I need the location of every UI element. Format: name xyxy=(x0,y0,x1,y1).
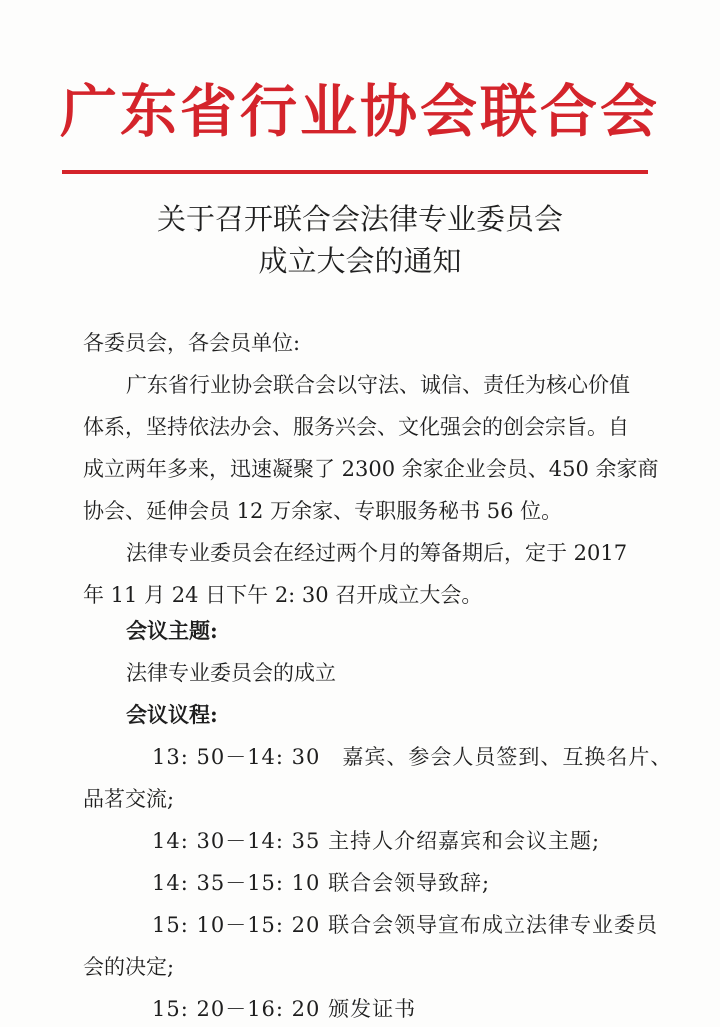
paragraph-1-line: 成立两年多来，迅速凝聚了 2300 余家企业会员、450 余家商 xyxy=(83,457,659,481)
paragraph-1-line: 协会、延伸会员 12 万余家、专职服务秘书 56 位。 xyxy=(83,499,563,523)
paragraph-1-line: 广东省行业协会联合会以守法、诚信、责任为核心价值 xyxy=(126,373,630,397)
salutation: 各委员会，各会员单位: xyxy=(83,331,301,355)
agenda-item: 14: 35－15: 10 联合会领导致辞; xyxy=(152,871,491,895)
paragraph-2-line: 法律专业委员会在经过两个月的筹备期后，定于 2017 xyxy=(126,541,628,565)
letterhead-divider xyxy=(62,170,648,174)
agenda-item-continuation: 品茗交流; xyxy=(83,787,175,811)
document-title-line-1: 关于召开联合会法律专业委员会 xyxy=(156,202,563,236)
agenda-item: 15: 10－15: 20 联合会领导宣布成立法律专业委员 xyxy=(152,913,659,937)
meeting-agenda-heading: 会议议程: xyxy=(126,702,218,727)
agenda-item-continuation: 会的决定; xyxy=(83,955,175,979)
meeting-theme-text: 法律专业委员会的成立 xyxy=(126,661,336,685)
document-title-line-2: 成立大会的通知 xyxy=(258,244,462,278)
meeting-theme-heading: 会议主题: xyxy=(126,618,218,643)
agenda-item: 15: 20－16: 20 颁发证书 xyxy=(152,997,417,1021)
paragraph-1-line: 体系，坚持依法办会、服务兴会、文化强会的创会宗旨。自 xyxy=(83,415,629,439)
paragraph-2-line: 年 11 月 24 日下午 2: 30 召开成立大会。 xyxy=(83,583,483,607)
agenda-item: 13: 50－14: 30 嘉宾、参会人员签到、互换名片、 xyxy=(152,745,673,769)
agenda-item: 14: 30－14: 35 主持人介绍嘉宾和会议主题; xyxy=(152,829,601,853)
organization-letterhead: 广东省行业协会联合会 xyxy=(60,79,660,145)
